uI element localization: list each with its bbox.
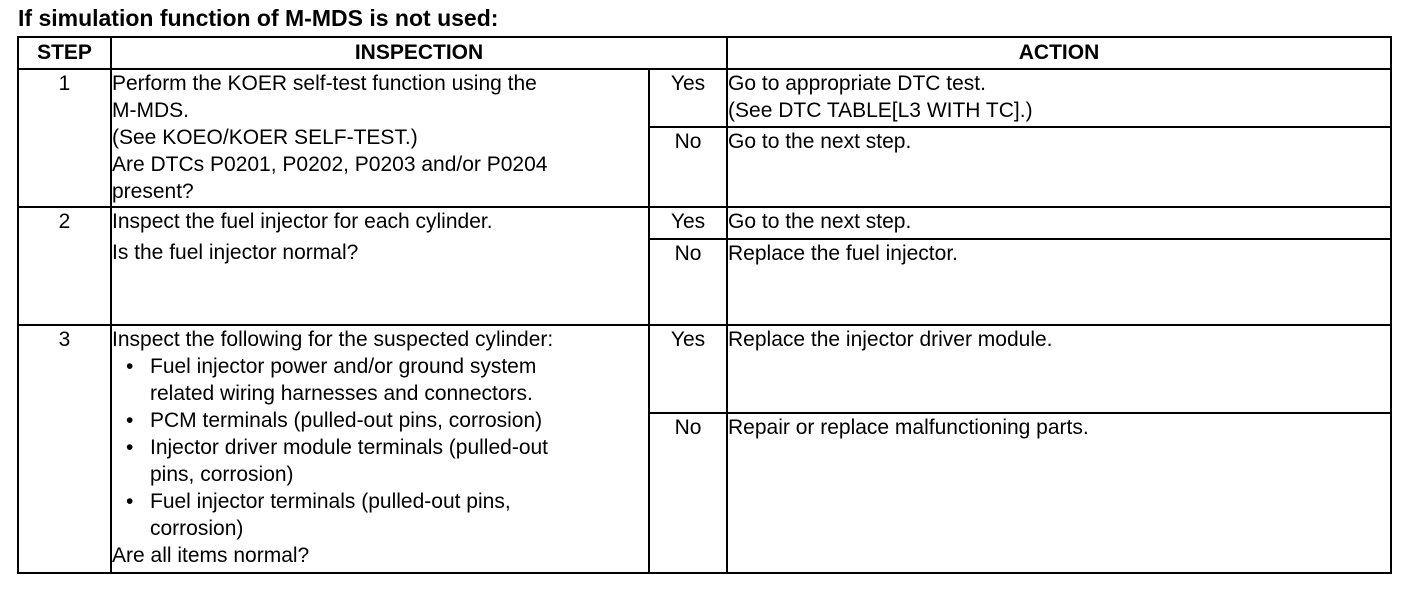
- inspection-line: (See KOEO/KOER SELF-TEST.): [112, 126, 418, 149]
- action-line: Replace the fuel injector.: [728, 242, 958, 265]
- step-number: 2: [18, 207, 111, 325]
- step-number: 3: [18, 325, 111, 573]
- action-cell: [727, 207, 1391, 239]
- header-inspection: INSPECTION: [111, 37, 727, 69]
- step-number: 1: [18, 69, 111, 207]
- action-line: Repair or replace malfunctioning parts.: [728, 416, 1089, 439]
- yes-label: Yes: [649, 207, 727, 239]
- bullet-icon: •: [126, 436, 134, 459]
- inspection-line: M-MDS.: [112, 99, 189, 122]
- yes-label: Yes: [649, 69, 727, 127]
- diagnostic-steps-table: [17, 36, 1392, 574]
- inspection-line: Is the fuel injector normal?: [112, 241, 359, 264]
- table-header-row: [18, 37, 1391, 69]
- inspection-line: present?: [112, 180, 194, 203]
- action-cell: [727, 413, 1391, 573]
- header-step: STEP: [18, 37, 111, 69]
- action-cell: [727, 69, 1391, 127]
- inspection-cell: [111, 325, 649, 573]
- bullet-text: Injector driver module terminals (pulled-out: [150, 436, 549, 459]
- action-cell: [727, 239, 1391, 325]
- inspection-bullet-list: [112, 353, 648, 542]
- bullet-text: PCM terminals (pulled-out pins, corrosion): [150, 409, 543, 432]
- header-action: ACTION: [727, 37, 1391, 69]
- action-line: Go to the next step.: [728, 130, 912, 153]
- no-label: No: [649, 127, 727, 207]
- inspection-intro: Inspect the following for the suspected cylinder:: [112, 328, 554, 351]
- bullet-text: Fuel injector terminals (pulled-out pins,: [150, 490, 511, 513]
- list-item: [112, 488, 648, 542]
- bullet-text: Fuel injector power and/or ground system: [150, 355, 537, 378]
- table-row: [18, 69, 1391, 127]
- table-row: [18, 325, 1391, 413]
- action-line: (See DTC TABLE[L3 WITH TC].): [728, 99, 1033, 122]
- bullet-icon: •: [126, 490, 134, 513]
- inspection-line: Perform the KOER self-test function using the: [112, 72, 537, 95]
- list-item: [112, 407, 648, 434]
- bullet-text: corrosion): [150, 517, 244, 540]
- no-label: No: [649, 239, 727, 325]
- bullet-icon: •: [126, 409, 134, 432]
- page-title: If simulation function of M-MDS is not used:: [18, 5, 499, 31]
- inspection-cell: [111, 207, 649, 325]
- yes-label: Yes: [649, 325, 727, 413]
- inspection-cell: [111, 69, 649, 207]
- action-cell: [727, 325, 1391, 413]
- no-label: No: [649, 413, 727, 573]
- list-item: [112, 434, 648, 488]
- list-item: [112, 353, 648, 407]
- inspection-line: Inspect the fuel injector for each cylinder.: [112, 210, 493, 233]
- inspection-outro: Are all items normal?: [112, 544, 310, 567]
- inspection-line: Are DTCs P0201, P0202, P0203 and/or P0204: [112, 153, 548, 176]
- action-line: Replace the injector driver module.: [728, 328, 1053, 351]
- bullet-text: pins, corrosion): [150, 463, 294, 486]
- action-cell: [727, 127, 1391, 207]
- bullet-icon: •: [126, 355, 134, 378]
- action-line: Go to appropriate DTC test.: [728, 72, 986, 95]
- bullet-text: related wiring harnesses and connectors.: [150, 382, 533, 405]
- table-row: [18, 207, 1391, 239]
- action-line: Go to the next step.: [728, 210, 912, 233]
